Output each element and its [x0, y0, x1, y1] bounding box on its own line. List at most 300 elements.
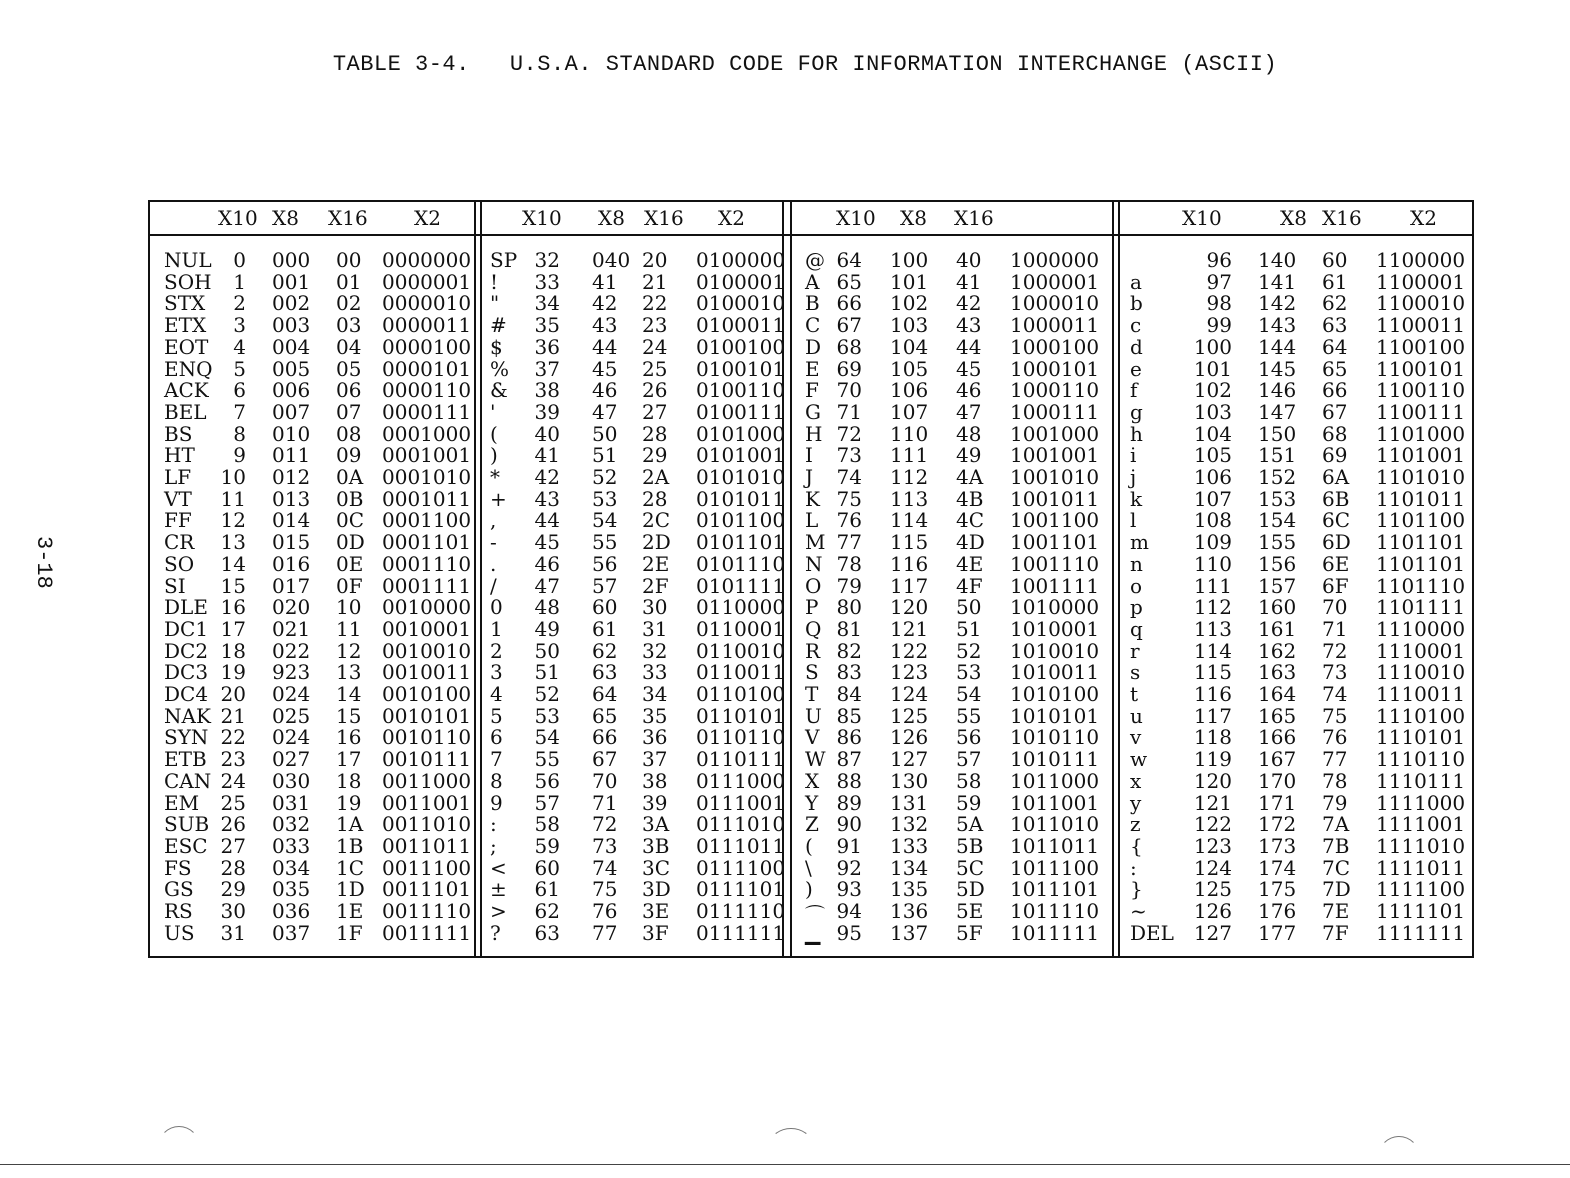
hex-cell: 0E — [336, 551, 364, 576]
char-cell: ? — [490, 920, 501, 945]
octal-cell: 133 — [890, 833, 929, 858]
binary-cell: 0100011 — [696, 313, 786, 338]
binary-cell: 1001010 — [1010, 465, 1100, 489]
octal-cell: 165 — [1258, 703, 1297, 728]
char-cell: SO — [164, 551, 195, 576]
hex-cell: 58 — [956, 768, 982, 793]
binary-cell: 1010001 — [1010, 616, 1100, 641]
octal-cell: 013 — [272, 486, 311, 511]
hex-cell: 5A — [956, 812, 984, 837]
char-cell: " — [490, 291, 500, 316]
decimal-cell: 58 — [534, 812, 560, 837]
char-cell: 7 — [490, 747, 503, 772]
octal-cell: 145 — [1258, 356, 1297, 381]
char-cell: ( — [805, 833, 813, 858]
char-cell: % — [490, 356, 510, 381]
binary-cell: 0000100 — [382, 334, 472, 359]
decimal-cell: 103 — [1193, 399, 1232, 424]
char-cell: E — [805, 356, 820, 381]
binary-cell: 1111100 — [1376, 877, 1466, 902]
char-cell: S — [805, 660, 819, 685]
octal-cell: 140 — [1258, 248, 1297, 272]
decimal-cell: 93 — [836, 877, 862, 902]
binary-cell: 0101100 — [696, 508, 786, 533]
decimal-cell: 0 — [233, 248, 246, 272]
decimal-cell: 69 — [836, 356, 862, 381]
octal-cell: 100 — [890, 248, 929, 272]
char-cell: d — [1130, 334, 1143, 359]
binary-cell: 1011100 — [1010, 855, 1100, 880]
char-cell: M — [805, 530, 826, 555]
octal-cell: 110 — [890, 421, 929, 446]
octal-cell: 022 — [272, 638, 311, 663]
hex-cell: 0D — [336, 530, 365, 555]
char-cell: a — [1130, 269, 1142, 294]
decimal-cell: 119 — [1193, 747, 1232, 772]
octal-cell: 126 — [890, 725, 929, 750]
char-cell: / — [490, 573, 497, 598]
octal-cell: 102 — [890, 291, 929, 316]
binary-cell: 0111110 — [696, 899, 786, 923]
octal-cell: 175 — [1258, 877, 1297, 902]
binary-cell: 0000110 — [382, 378, 472, 403]
char-cell: o — [1130, 573, 1143, 598]
binary-cell: 1110000 — [1376, 616, 1466, 641]
decimal-cell: 5 — [233, 356, 246, 381]
octal-cell: 017 — [272, 573, 311, 598]
decimal-cell: 110 — [1193, 551, 1232, 576]
octal-cell: 115 — [890, 530, 929, 555]
decimal-cell: 68 — [836, 334, 862, 359]
hex-cell: 6A — [1322, 465, 1350, 489]
octal-cell: 125 — [890, 703, 929, 728]
binary-cell: 0011011 — [382, 833, 472, 858]
char-cell: m — [1130, 530, 1149, 555]
octal-cell: 120 — [890, 595, 929, 620]
decimal-cell: 114 — [1193, 638, 1232, 663]
binary-cell: 0000101 — [382, 356, 472, 381]
char-cell: EOT — [164, 334, 209, 359]
decimal-cell: 109 — [1193, 530, 1232, 555]
char-cell: 0 — [490, 595, 503, 620]
column-header-x2: X2 — [414, 206, 441, 230]
hex-cell: 70 — [1322, 595, 1348, 620]
char-cell: v — [1130, 725, 1142, 750]
hex-cell: 03 — [336, 313, 362, 338]
hex-cell: 76 — [1322, 725, 1348, 750]
hex-cell: 40 — [956, 248, 982, 272]
hex-cell: 69 — [1322, 443, 1348, 468]
table-title-text: U.S.A. STANDARD CODE FOR INFORMATION INTERCHANGE (ASCII) — [509, 52, 1278, 77]
hex-cell: 1F — [336, 920, 363, 945]
scan-artifact-left — [158, 1126, 200, 1168]
hex-cell: 6B — [1322, 486, 1350, 511]
decimal-cell: 79 — [836, 573, 862, 598]
char-cell: N — [805, 551, 823, 576]
octal-cell: 014 — [272, 508, 311, 533]
char-cell: y — [1130, 790, 1142, 815]
char-cell: ~ — [1130, 899, 1147, 923]
decimal-cell: 107 — [1193, 486, 1232, 511]
binary-cell: 0100111 — [696, 399, 786, 424]
decimal-cell: 25 — [220, 790, 246, 815]
decimal-cell: 56 — [534, 768, 560, 793]
hex-cell: 19 — [336, 790, 362, 815]
hex-cell: 3C — [642, 855, 671, 880]
hex-cell: 18 — [336, 768, 362, 793]
char-cell: K — [805, 486, 820, 511]
decimal-cell: 2 — [233, 291, 246, 316]
hex-cell: 00 — [336, 248, 362, 272]
octal-cell: 027 — [272, 747, 311, 772]
decimal-cell: 7 — [233, 399, 246, 424]
binary-cell: 0011101 — [382, 877, 472, 902]
binary-cell: 0110100 — [696, 682, 786, 706]
binary-cell: 1011101 — [1010, 877, 1100, 902]
decimal-cell: 53 — [534, 703, 560, 728]
char-cell: DEL — [1130, 920, 1174, 945]
octal-cell: 141 — [1258, 269, 1297, 294]
octal-cell: 60 — [592, 595, 618, 620]
octal-cell: 000 — [272, 248, 311, 272]
octal-cell: 45 — [592, 356, 618, 381]
octal-cell: 162 — [1258, 638, 1297, 663]
decimal-cell: 75 — [836, 486, 862, 511]
decimal-cell: 83 — [836, 660, 862, 685]
hex-cell: 5B — [956, 833, 984, 858]
binary-cell: 0100101 — [696, 356, 786, 381]
hex-cell: 7A — [1322, 812, 1350, 837]
char-cell: ) — [805, 877, 813, 902]
decimal-cell: 85 — [836, 703, 862, 728]
decimal-cell: 65 — [836, 269, 862, 294]
decimal-cell: 44 — [534, 508, 560, 533]
char-cell: VT — [164, 486, 192, 511]
binary-cell: 0100000 — [696, 248, 786, 272]
binary-cell: 0101110 — [696, 551, 786, 576]
char-cell: DC1 — [164, 616, 209, 641]
hex-cell: 3E — [642, 899, 670, 923]
octal-cell: 43 — [592, 313, 618, 338]
decimal-cell: 108 — [1193, 508, 1232, 533]
char-cell: GS — [164, 877, 194, 902]
hex-cell: 64 — [1322, 334, 1348, 359]
binary-cell: 1011000 — [1010, 768, 1100, 793]
decimal-cell: 123 — [1193, 833, 1232, 858]
binary-cell: 1000101 — [1010, 356, 1100, 381]
binary-cell: 1001011 — [1010, 486, 1100, 511]
decimal-cell: 67 — [836, 313, 862, 338]
hex-cell: 24 — [642, 334, 668, 359]
decimal-cell: 15 — [220, 573, 246, 598]
octal-cell: 163 — [1258, 660, 1297, 685]
char-cell: DLE — [164, 595, 208, 620]
decimal-cell: 113 — [1193, 616, 1232, 641]
octal-cell: 171 — [1258, 790, 1297, 815]
octal-cell: 47 — [592, 399, 618, 424]
decimal-cell: 22 — [220, 725, 246, 750]
hex-cell: 3A — [642, 812, 670, 837]
decimal-cell: 21 — [220, 703, 246, 728]
decimal-cell: 13 — [220, 530, 246, 555]
char-cell: l — [1130, 508, 1137, 533]
char-cell: \ — [805, 855, 812, 880]
binary-cell: 0010011 — [382, 660, 472, 685]
decimal-cell: 102 — [1193, 378, 1232, 403]
char-cell: z — [1130, 812, 1141, 837]
binary-cell: 1010100 — [1010, 682, 1100, 706]
column-header-x8: X8 — [598, 206, 625, 230]
octal-cell: 173 — [1258, 833, 1297, 858]
char-cell: s — [1130, 660, 1141, 685]
decimal-cell: 57 — [534, 790, 560, 815]
binary-cell: 0110111 — [696, 747, 786, 772]
binary-cell: 1101010 — [1376, 465, 1466, 489]
char-cell: q — [1130, 616, 1143, 641]
octal-cell: 107 — [890, 399, 929, 424]
char-cell: NUL — [164, 248, 212, 272]
octal-cell: 032 — [272, 812, 311, 837]
decimal-cell: 82 — [836, 638, 862, 663]
char-cell: FS — [164, 855, 192, 880]
decimal-cell: 125 — [1193, 877, 1232, 902]
octal-cell: 024 — [272, 725, 311, 750]
binary-cell: 1110100 — [1376, 703, 1466, 728]
hex-cell: 1C — [336, 855, 365, 880]
hex-cell: 4D — [956, 530, 985, 555]
binary-cell: 0100100 — [696, 334, 786, 359]
decimal-cell: 41 — [534, 443, 560, 468]
decimal-cell: 84 — [836, 682, 862, 706]
octal-cell: 167 — [1258, 747, 1297, 772]
hex-cell: 44 — [956, 334, 982, 359]
hex-cell: 41 — [956, 269, 982, 294]
hex-cell: 22 — [642, 291, 668, 316]
binary-cell: 0110110 — [696, 725, 786, 750]
header-rule — [150, 234, 1472, 236]
column-header-x10: X10 — [218, 206, 258, 230]
char-cell: U — [805, 703, 822, 728]
hex-cell: 71 — [1322, 616, 1348, 641]
binary-cell: 0000000 — [382, 248, 472, 272]
decimal-cell: 92 — [836, 855, 862, 880]
char-cell: ; — [490, 833, 497, 858]
decimal-cell: 17 — [220, 616, 246, 641]
octal-cell: 53 — [592, 486, 618, 511]
char-cell: @ — [805, 248, 825, 272]
decimal-cell: 116 — [1193, 682, 1232, 706]
hex-cell: 10 — [336, 595, 362, 620]
octal-cell: 037 — [272, 920, 311, 945]
decimal-cell: 62 — [534, 899, 560, 923]
octal-cell: 50 — [592, 421, 618, 446]
binary-cell: 1000110 — [1010, 378, 1100, 403]
hex-cell: 57 — [956, 747, 982, 772]
decimal-cell: 115 — [1193, 660, 1232, 685]
binary-cell: 1010110 — [1010, 725, 1100, 750]
hex-cell: 73 — [1322, 660, 1348, 685]
hex-cell: 38 — [642, 768, 668, 793]
hex-cell: 7B — [1322, 833, 1350, 858]
char-cell: ENQ — [164, 356, 213, 381]
char-cell: Y — [805, 790, 819, 815]
decimal-cell: 72 — [836, 421, 862, 446]
binary-cell: 1011111 — [1010, 920, 1100, 945]
octal-cell: 144 — [1258, 334, 1297, 359]
decimal-cell: 96 — [1206, 248, 1232, 272]
column-header-x10: X10 — [522, 206, 562, 230]
decimal-cell: 48 — [534, 595, 560, 620]
decimal-cell: 20 — [220, 682, 246, 706]
hex-cell: 35 — [642, 703, 668, 728]
hex-cell: 7F — [1322, 920, 1349, 945]
octal-cell: 012 — [272, 465, 311, 489]
scan-artifact-right — [1378, 1136, 1420, 1178]
hex-cell: 2F — [642, 573, 669, 598]
binary-cell: 0000011 — [382, 313, 472, 338]
table-title — [0, 52, 1570, 77]
hex-cell: 55 — [956, 703, 982, 728]
decimal-cell: 60 — [534, 855, 560, 880]
hex-cell: 0C — [336, 508, 365, 533]
octal-cell: 031 — [272, 790, 311, 815]
char-cell: G — [805, 399, 821, 424]
binary-cell: 1100101 — [1376, 356, 1466, 381]
binary-cell: 1000100 — [1010, 334, 1100, 359]
hex-cell: 62 — [1322, 291, 1348, 316]
octal-cell: 035 — [272, 877, 311, 902]
binary-cell: 0010101 — [382, 703, 472, 728]
char-cell: i — [1130, 443, 1137, 468]
char-cell: BEL — [164, 399, 207, 424]
binary-cell: 0011110 — [382, 899, 472, 923]
decimal-cell: 23 — [220, 747, 246, 772]
char-cell: k — [1130, 486, 1143, 511]
binary-cell: 0111010 — [696, 812, 786, 837]
hex-cell: 17 — [336, 747, 362, 772]
decimal-cell: 34 — [534, 291, 560, 316]
char-cell: DC3 — [164, 660, 209, 685]
char-cell: $ — [490, 334, 503, 359]
hex-cell: 20 — [642, 248, 668, 272]
char-cell: 1 — [490, 616, 503, 641]
char-cell: T — [805, 682, 819, 706]
char-cell: h — [1130, 421, 1143, 446]
octal-cell: 77 — [592, 920, 618, 945]
hex-cell: 4E — [956, 551, 984, 576]
octal-cell: 137 — [890, 920, 929, 945]
char-cell: D — [805, 334, 822, 359]
octal-cell: 117 — [890, 573, 929, 598]
octal-cell: 143 — [1258, 313, 1297, 338]
decimal-cell: 122 — [1193, 812, 1232, 837]
octal-cell: 66 — [592, 725, 618, 750]
octal-cell: 156 — [1258, 551, 1297, 576]
hex-cell: 74 — [1322, 682, 1348, 706]
hex-cell: 09 — [336, 443, 362, 468]
hex-cell: 46 — [956, 378, 982, 403]
hex-cell: 42 — [956, 291, 982, 316]
octal-cell: 111 — [890, 443, 929, 468]
char-cell: P — [805, 595, 819, 620]
char-cell: DC2 — [164, 638, 209, 663]
hex-cell: 2A — [642, 465, 670, 489]
octal-cell: 46 — [592, 378, 618, 403]
octal-cell: 152 — [1258, 465, 1297, 489]
octal-cell: 151 — [1258, 443, 1297, 468]
char-cell: SYN — [164, 725, 209, 750]
char-cell: I — [805, 443, 813, 468]
binary-cell: 1011010 — [1010, 812, 1100, 837]
char-cell: US — [164, 920, 195, 945]
binary-cell: 0001100 — [382, 508, 472, 533]
binary-cell: 0110000 — [696, 595, 786, 620]
column-header-x8: X8 — [272, 206, 299, 230]
char-cell: C — [805, 313, 821, 338]
binary-cell: 0001001 — [382, 443, 472, 468]
char-cell: SOH — [164, 269, 212, 294]
hex-cell: 01 — [336, 269, 362, 294]
hex-cell: 72 — [1322, 638, 1348, 663]
octal-cell: 150 — [1258, 421, 1297, 446]
octal-cell: 015 — [272, 530, 311, 555]
hex-cell: 7E — [1322, 899, 1350, 923]
octal-cell: 170 — [1258, 768, 1297, 793]
octal-cell: 65 — [592, 703, 618, 728]
hex-cell: 34 — [642, 682, 668, 706]
char-cell: NAK — [164, 703, 211, 728]
octal-cell: 176 — [1258, 899, 1297, 923]
binary-cell: 0101000 — [696, 421, 786, 446]
octal-cell: 016 — [272, 551, 311, 576]
decimal-cell: 19 — [220, 660, 246, 685]
octal-cell: 177 — [1258, 920, 1297, 945]
octal-cell: 142 — [1258, 291, 1297, 316]
decimal-cell: 28 — [220, 855, 246, 880]
char-cell: r — [1130, 638, 1140, 663]
char-cell: B — [805, 291, 820, 316]
table-label: TABLE 3-4. — [332, 52, 470, 77]
binary-cell: 0001000 — [382, 421, 472, 446]
hex-cell: 0A — [336, 465, 364, 489]
char-cell: F — [805, 378, 819, 403]
binary-cell: 1011011 — [1010, 833, 1100, 858]
hex-cell: 56 — [956, 725, 982, 750]
octal-cell: 001 — [272, 269, 311, 294]
octal-cell: 153 — [1258, 486, 1297, 511]
char-cell: 3 — [490, 660, 503, 685]
octal-cell: 024 — [272, 682, 311, 706]
octal-cell: 56 — [592, 551, 618, 576]
decimal-cell: 121 — [1193, 790, 1232, 815]
octal-cell: 54 — [592, 508, 618, 533]
hex-cell: 53 — [956, 660, 982, 685]
char-cell: n — [1130, 551, 1143, 576]
binary-cell: 1010011 — [1010, 660, 1100, 685]
binary-cell: 1101111 — [1376, 595, 1466, 620]
hex-cell: 68 — [1322, 421, 1348, 446]
binary-cell: 0111011 — [696, 833, 786, 858]
char-cell: V — [805, 725, 820, 750]
binary-cell: 0010111 — [382, 747, 472, 772]
char-cell: < — [490, 855, 507, 880]
char-cell: ± — [490, 877, 507, 902]
octal-cell: 172 — [1258, 812, 1297, 837]
hex-cell: 1D — [336, 877, 365, 902]
hex-cell: 6C — [1322, 508, 1351, 533]
section-divider-line — [480, 202, 482, 956]
hex-cell: 3D — [642, 877, 671, 902]
